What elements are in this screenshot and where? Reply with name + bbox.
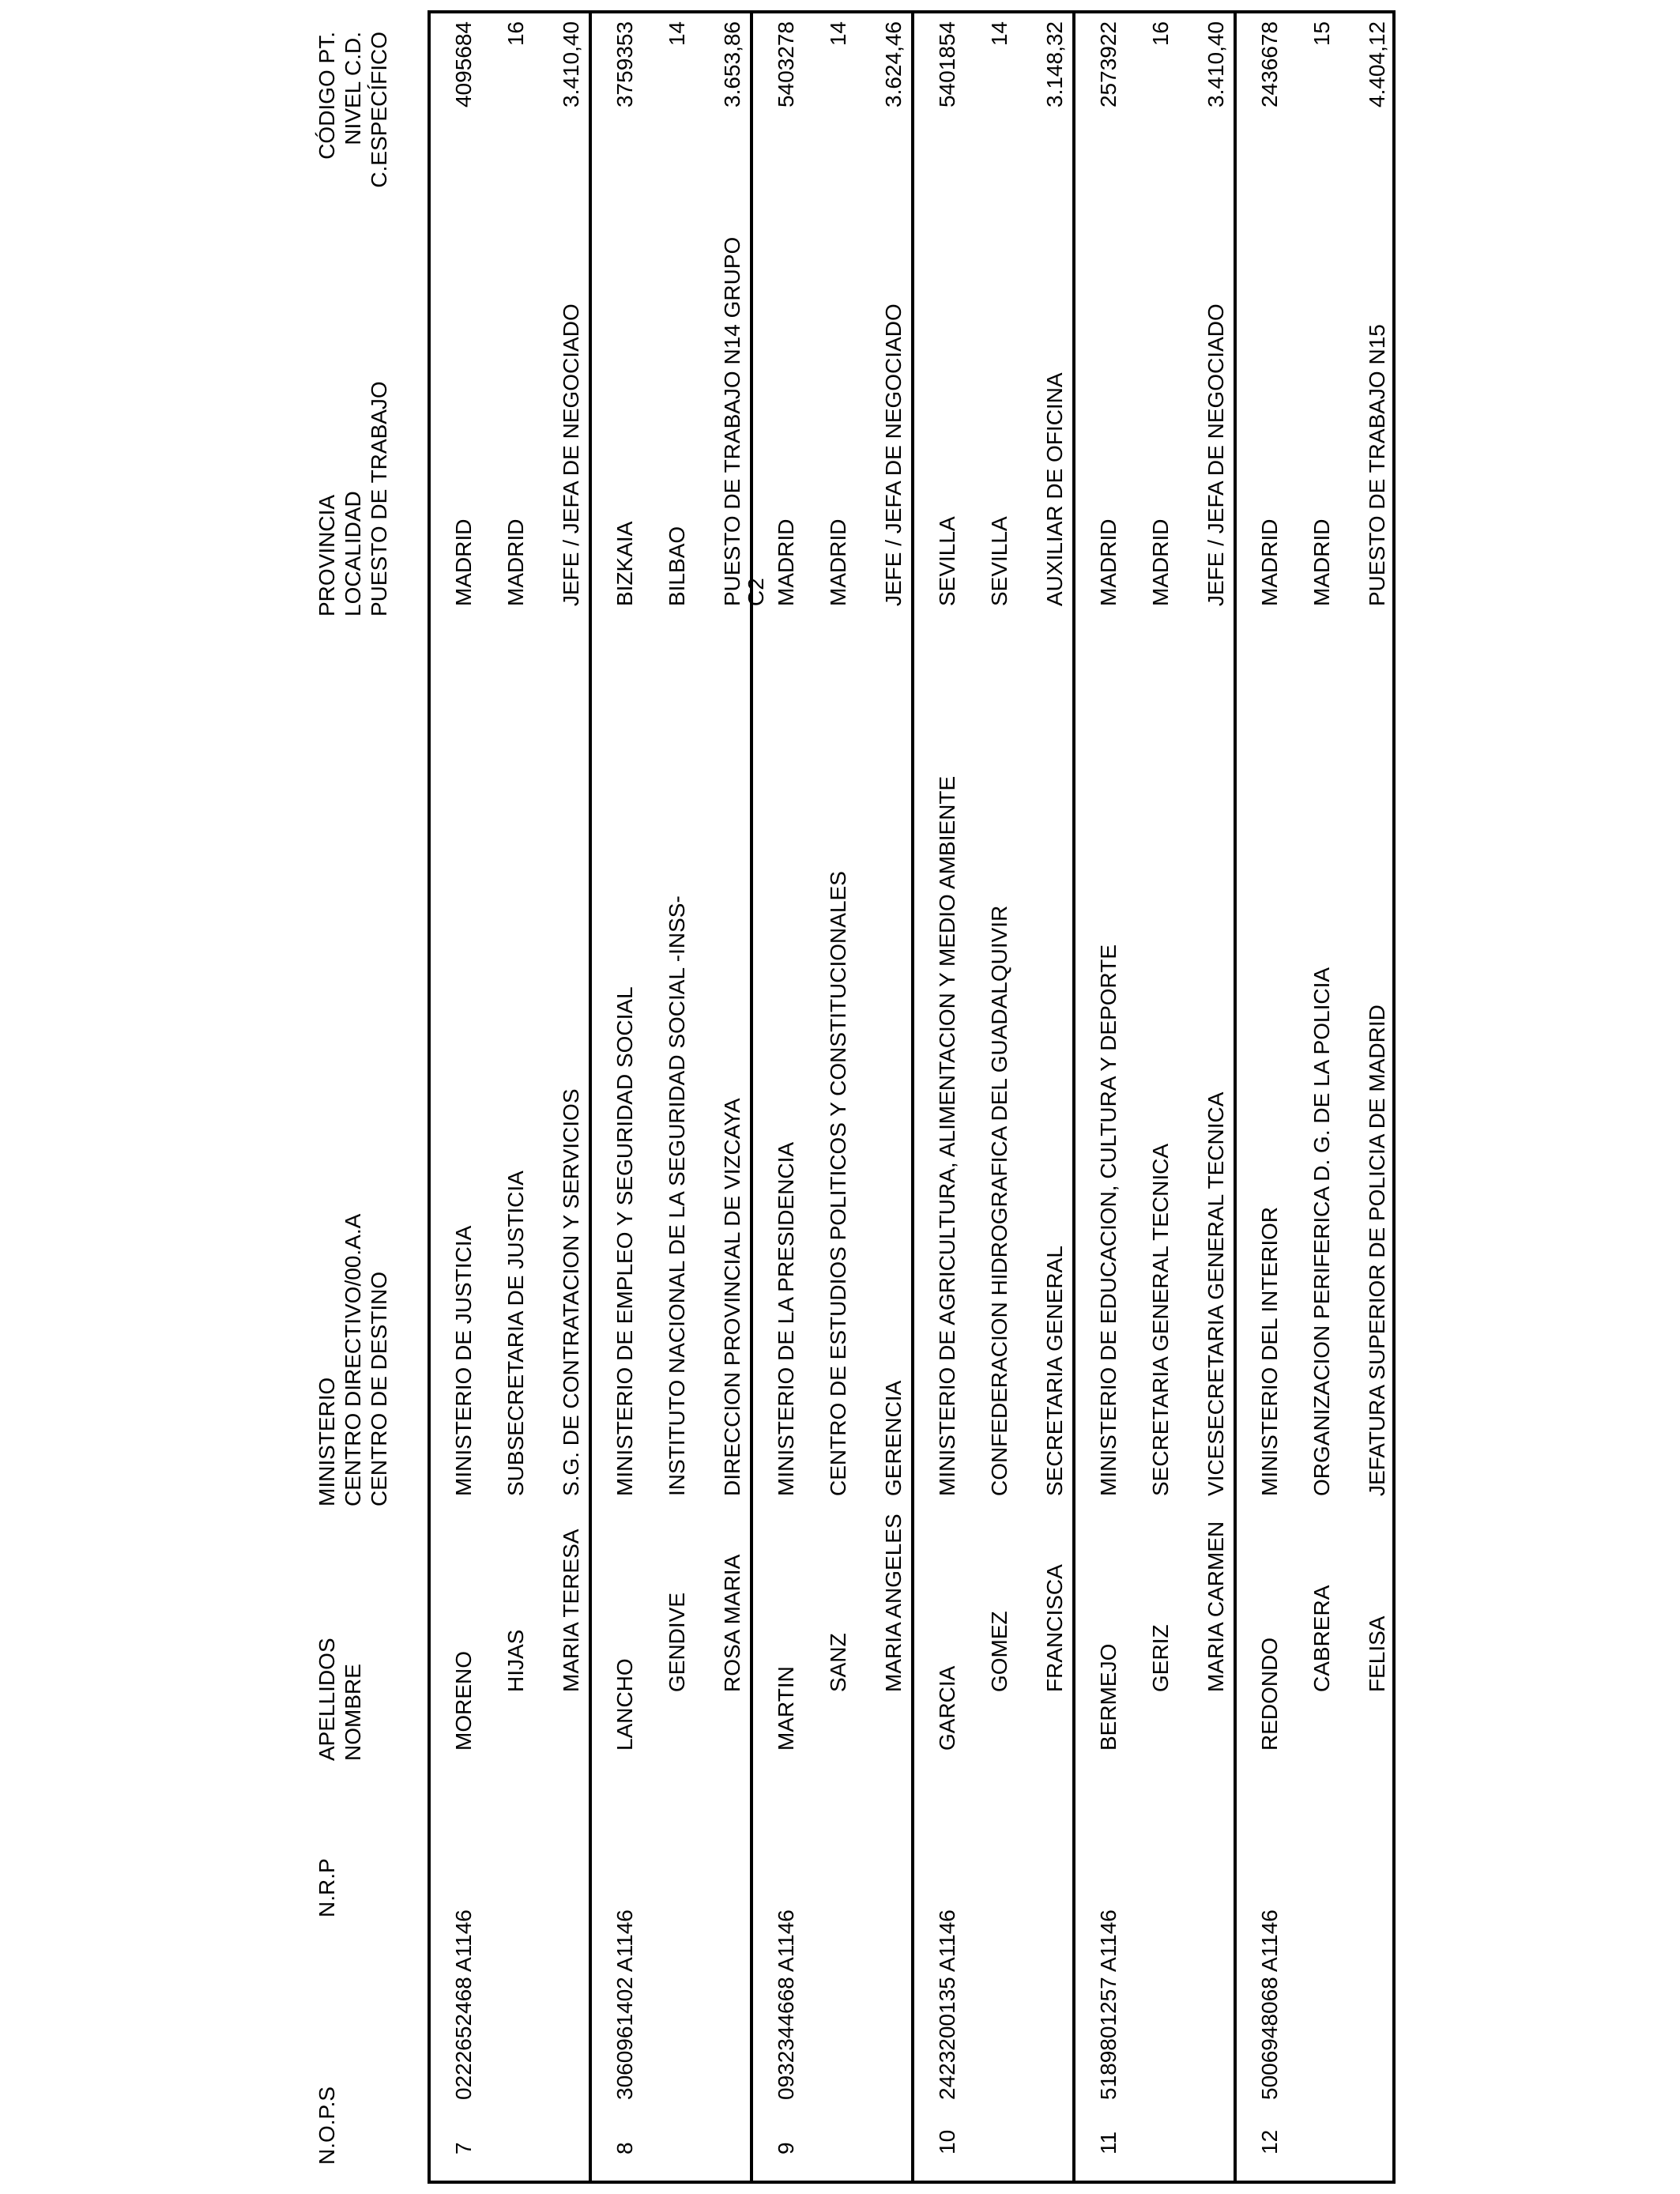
cell-apellido-1: BERMEJO — [1096, 1643, 1121, 1751]
cell-complemento-especifico: 3.410,40 — [559, 21, 583, 107]
cell-nops: 8 — [612, 2142, 637, 2154]
cell-centro-destino: SECRETARIA GENERAL — [1042, 1246, 1067, 1496]
cell-nombre: MARIA ANGELES — [881, 1514, 906, 1692]
cell-apellido-1: MARTIN — [774, 1666, 798, 1751]
cell-localidad: SEVILLA — [987, 516, 1011, 606]
row-separator — [1234, 10, 1237, 2184]
cell-provincia: MADRID — [451, 518, 476, 606]
cell-nrp: 0932344668 A1146 — [774, 1909, 798, 2100]
cell-nombre: MARIA TERESA — [559, 1529, 583, 1692]
cell-puesto: JEFE / JEFA DE NEGOCIADO — [881, 303, 906, 606]
cell-codigo-pt: 5401854 — [935, 21, 959, 108]
cell-puesto-continuation: C2 — [744, 578, 768, 606]
cell-nivel-cd: 14 — [987, 21, 1011, 47]
cell-ministerio: MINISTERIO DE EMPLEO Y SEGURIDAD SOCIAL — [612, 986, 637, 1496]
row-separator — [911, 10, 914, 2184]
cell-localidad: MADRID — [826, 518, 850, 606]
cell-apellido-1: GARCIA — [935, 1665, 959, 1751]
cell-nivel-cd: 16 — [1148, 21, 1173, 47]
cell-centro-directivo: SUBSECRETARIA DE JUSTICIA — [503, 1171, 528, 1496]
cell-codigo-pt: 5403278 — [774, 21, 798, 108]
cell-nrp: 5006948068 A1146 — [1257, 1909, 1282, 2100]
cell-codigo-pt: 4095684 — [451, 21, 476, 108]
cell-puesto: AUXILIAR DE OFICINA — [1042, 372, 1067, 606]
cell-centro-destino: JEFATURA SUPERIOR DE POLICIA DE MADRID — [1365, 1005, 1389, 1496]
cell-nrp: 5189801257 A1146 — [1096, 1909, 1121, 2100]
cell-apellido-2: SANZ — [826, 1633, 850, 1692]
header-ministerio-centro: MINISTERIO CENTRO DIRECTIVO/00.A.A CENTRO DE DESTINO — [315, 1213, 391, 1506]
cell-provincia: SEVILLA — [935, 516, 959, 606]
cell-nrp: 2423200135 A1146 — [935, 1909, 959, 2100]
cell-complemento-especifico: 4.404,12 — [1365, 21, 1389, 107]
cell-centro-directivo: ORGANIZACION PERIFERICA D. G. DE LA POLICIA — [1309, 967, 1334, 1496]
cell-centro-directivo: CONFEDERACION HIDROGRAFICA DEL GUADALQUIVIR — [987, 905, 1011, 1496]
cell-complemento-especifico: 3.148,32 — [1042, 21, 1067, 107]
cell-apellido-2: CABRERA — [1309, 1585, 1334, 1692]
cell-nrp: 0222652468 A1146 — [451, 1909, 476, 2100]
cell-centro-directivo: SECRETARIA GENERAL TECNICA — [1148, 1143, 1173, 1496]
cell-nombre: MARIA CARMEN — [1203, 1521, 1228, 1692]
cell-centro-destino: S.G. DE CONTRATACION Y SERVICIOS — [559, 1088, 583, 1496]
cell-nops: 10 — [935, 2129, 959, 2154]
cell-nivel-cd: 16 — [503, 21, 528, 47]
cell-apellido-2: GERIZ — [1148, 1624, 1173, 1692]
cell-apellido-2: GENDIVE — [665, 1592, 689, 1692]
cell-nivel-cd: 14 — [826, 21, 850, 47]
cell-puesto: JEFE / JEFA DE NEGOCIADO — [1203, 303, 1228, 606]
row-separator — [750, 10, 753, 2184]
cell-ministerio: MINISTERIO DE JUSTICIA — [451, 1225, 476, 1496]
cell-nombre: ROSA MARIA — [720, 1554, 744, 1692]
cell-localidad: MADRID — [1309, 518, 1334, 606]
header-codigo-nivel-especifico: CÓDIGO PT. NIVEL C.D. C.ESPECÍFICO — [315, 32, 391, 188]
cell-codigo-pt: 2436678 — [1257, 21, 1282, 108]
row-separator — [589, 10, 592, 2184]
cell-centro-directivo: CENTRO DE ESTUDIOS POLITICOS Y CONSTITUCIONALES — [826, 871, 850, 1496]
cell-provincia: MADRID — [1096, 518, 1121, 606]
cell-apellido-1: LANCHO — [612, 1658, 637, 1751]
cell-nops: 11 — [1096, 2131, 1121, 2154]
cell-localidad: BILBAO — [665, 526, 689, 606]
cell-localidad: MADRID — [503, 518, 528, 606]
cell-codigo-pt: 3759353 — [612, 21, 637, 108]
header-nrp: N.R.P — [315, 1858, 339, 1917]
cell-ministerio: MINISTERIO DE EDUCACION, CULTURA Y DEPORTE — [1096, 944, 1121, 1496]
cell-apellido-1: MORENO — [451, 1651, 476, 1751]
cell-puesto: JEFE / JEFA DE NEGOCIADO — [559, 303, 583, 606]
cell-puesto: PUESTO DE TRABAJO N14 GRUPO — [720, 236, 744, 606]
cell-apellido-1: REDONDO — [1257, 1637, 1282, 1751]
cell-nops: 12 — [1257, 2129, 1282, 2154]
cell-provincia: MADRID — [1257, 518, 1282, 606]
cell-puesto: PUESTO DE TRABAJO N15 — [1365, 324, 1389, 606]
row-separator — [1072, 10, 1075, 2184]
header-nops: N.O.P.S — [315, 2086, 339, 2165]
cell-ministerio: MINISTERIO DE AGRICULTURA, ALIMENTACION Y MEDIO AMBIENTE — [935, 775, 959, 1496]
cell-localidad: MADRID — [1148, 518, 1173, 606]
cell-complemento-especifico: 3.624,46 — [881, 21, 906, 107]
cell-nrp: 3060961402 A1146 — [612, 1909, 637, 2100]
header-apellidos-nombre: APELLIDOS NOMBRE — [315, 1638, 365, 1761]
cell-ministerio: MINISTERIO DEL INTERIOR — [1257, 1206, 1282, 1496]
cell-complemento-especifico: 3.653,86 — [720, 21, 744, 107]
cell-centro-destino: GERENCIA — [881, 1380, 906, 1496]
cell-ministerio: MINISTERIO DE LA PRESIDENCIA — [774, 1141, 798, 1496]
cell-centro-destino: VICESECRETARIA GENERAL TECNICA — [1203, 1091, 1228, 1496]
cell-nombre: FELISA — [1365, 1615, 1389, 1692]
cell-codigo-pt: 2573922 — [1096, 21, 1121, 108]
cell-apellido-2: GOMEZ — [987, 1611, 1011, 1692]
cell-centro-directivo: INSTITUTO NACIONAL DE LA SEGURIDAD SOCIAL -INSS- — [665, 895, 689, 1496]
header-provincia-puesto: PROVINCIA LOCALIDAD PUESTO DE TRABAJO — [315, 381, 391, 616]
cell-complemento-especifico: 3.410,40 — [1203, 21, 1228, 107]
cell-nivel-cd: 14 — [665, 21, 689, 47]
cell-centro-destino: DIRECCION PROVINCIAL DE VIZCAYA — [720, 1098, 744, 1496]
cell-provincia: BIZKAIA — [612, 521, 637, 606]
cell-nivel-cd: 15 — [1309, 21, 1334, 47]
cell-provincia: MADRID — [774, 518, 798, 606]
cell-apellido-2: HIJAS — [503, 1629, 528, 1692]
cell-nombre: FRANCISCA — [1042, 1564, 1067, 1692]
cell-nops: 9 — [774, 2142, 798, 2154]
cell-nops: 7 — [451, 2142, 476, 2154]
